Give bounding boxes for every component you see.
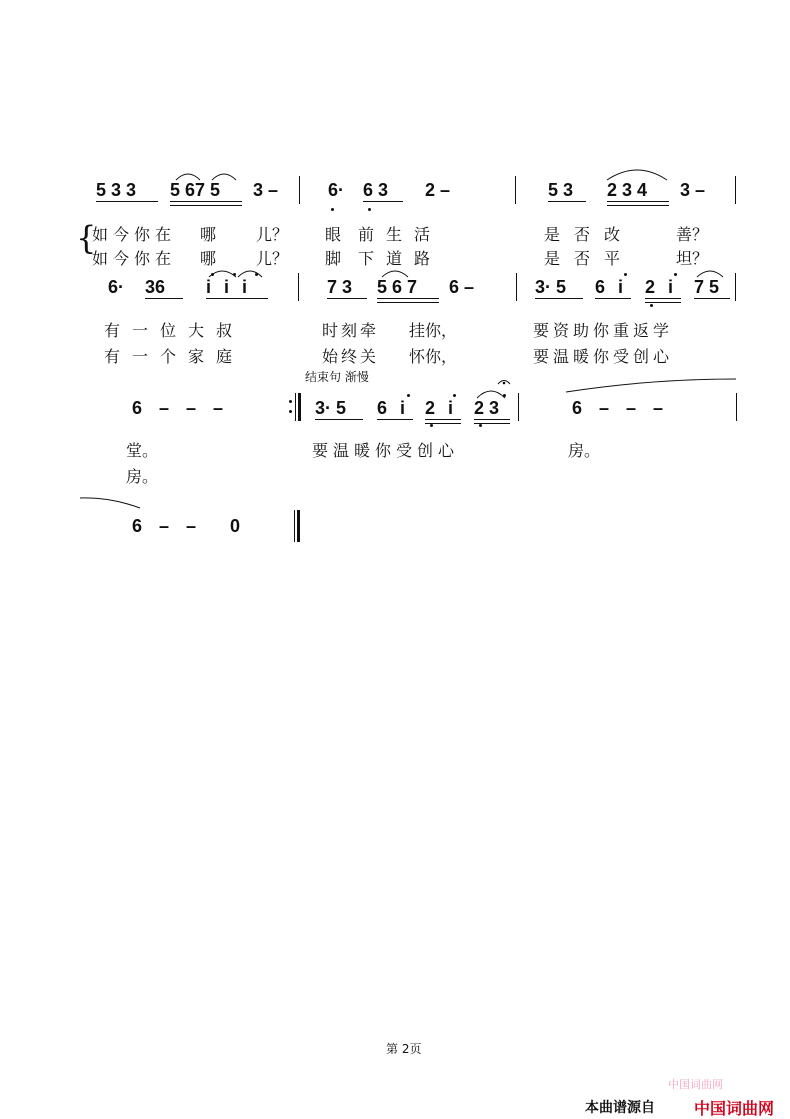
watermark-logo: 中国词曲网 [668, 1078, 723, 1091]
lyric: 儿？ [256, 225, 289, 244]
lyric: 如今你在 [92, 249, 177, 268]
note-group: i i i [206, 277, 252, 297]
lyric: 有一个家庭 [104, 347, 245, 366]
lyric: 房。 [568, 441, 601, 460]
note-group: 6 – – [132, 516, 203, 536]
source-label: 本曲谱源自 [585, 1100, 655, 1116]
note-group: 2 – [425, 180, 451, 200]
lyric: 坦？ [676, 249, 709, 268]
note-group: 6 i [377, 398, 410, 418]
note-group: 6 – – – [572, 398, 670, 418]
note-group: 0 [230, 516, 241, 536]
note-group: 5 3 [548, 180, 574, 200]
note-group: 2 i [425, 398, 458, 418]
note-group: 5 3 3 [96, 180, 137, 200]
page-number: 第 2页 [386, 1042, 422, 1056]
lyric: 怀你， [409, 347, 458, 366]
note-group: 2 i [645, 277, 678, 297]
lyric: 脚 [325, 249, 342, 268]
note-group: 6· [328, 180, 345, 200]
lyric: 要温暖你受创心 [312, 441, 460, 460]
lyric: 如今你在 [92, 225, 177, 244]
note-group: 5 67 5 [170, 180, 221, 200]
note-group: 6· [108, 277, 125, 297]
note-group: 3· 5 [315, 398, 347, 418]
lyric: 时刻牵 [322, 321, 380, 340]
tempo-annotation: 结束句 渐慢 [305, 370, 369, 384]
note-group: 3· 5 [535, 277, 567, 297]
note-group: 36 [145, 277, 166, 297]
note-group: 6 – [449, 277, 475, 297]
lyric: 眼 [325, 225, 342, 244]
note-group: 3 – [680, 180, 706, 200]
note-group: 7 5 [694, 277, 720, 297]
note-group: 3 – [253, 180, 279, 200]
site-name: 中国词曲网 [694, 1099, 775, 1118]
note-group: 5 6 7 [377, 277, 418, 297]
note-group: 6 3 [363, 180, 389, 200]
note-group: 6 – – – [132, 398, 230, 418]
verse-brace: { [76, 219, 97, 257]
lyric: 是否改 [544, 225, 635, 244]
note-group: 2 3 [474, 398, 500, 418]
note-group: 7 3 [327, 277, 353, 297]
lyric: 善？ [676, 225, 709, 244]
lyric: 要资助你重返学 [533, 321, 674, 340]
lyric: 堂。 [126, 441, 159, 460]
lyric: 哪 [200, 225, 217, 244]
lyric: 房。 [126, 467, 159, 486]
lyric: 要温暖你受创心 [533, 347, 674, 366]
lyric: 始终关 [322, 347, 380, 366]
lyric: 哪 [200, 249, 217, 268]
lyric: 儿？ [256, 249, 289, 268]
lyric: 有一位大叔 [104, 321, 245, 340]
lyric: 是否平 [544, 249, 635, 268]
lyric: 下道路 [358, 249, 443, 268]
lyric: 挂你， [409, 321, 458, 340]
note-group: 2 3 4 [607, 180, 648, 200]
note-group: 6 i [595, 277, 628, 297]
lyric: 前生活 [358, 225, 443, 244]
